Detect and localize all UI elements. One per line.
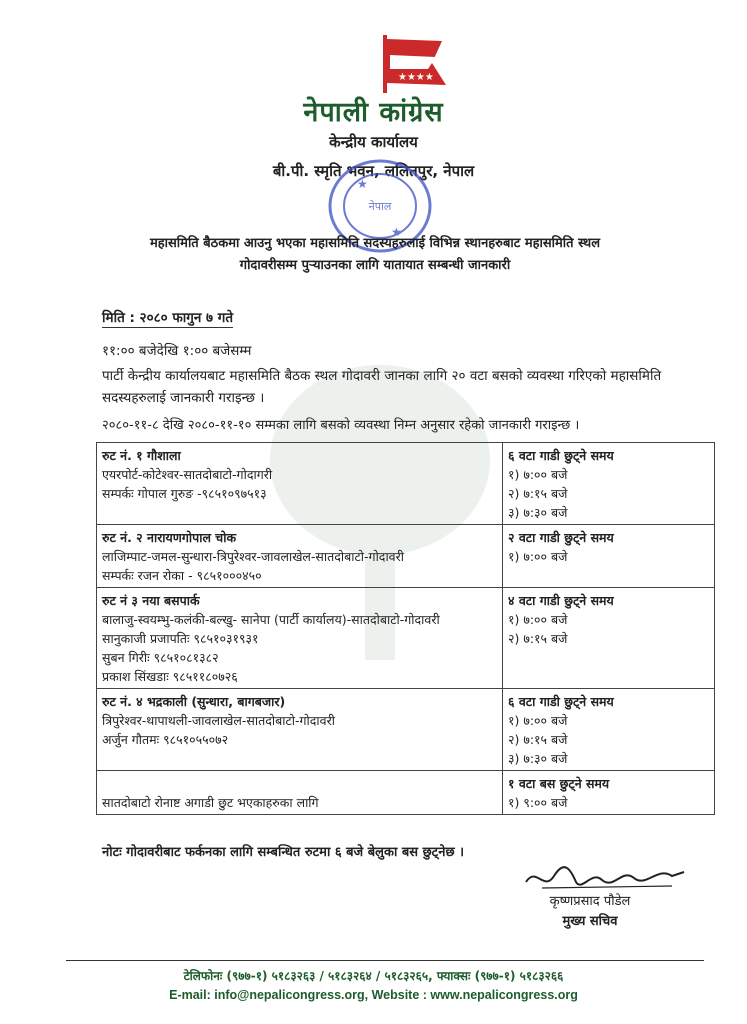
svg-text:★: ★ [357, 177, 368, 191]
route-line: सानुकाजी प्रजापतिः ९८५१०३१९३१ [102, 631, 259, 646]
route-line: सम्पर्कः गोपाल गुरुङ -९८५१०९७५१३ [102, 486, 267, 501]
schedule-paragraph: २०८०-११-८ देखि २०८०-११-१० सम्मका लागि बसको व्यवस्था निम्न अनुसार रहेको जानकारी गराइन्छ । [102, 418, 580, 433]
route-line: सुबन गिरीः ९८५१०८१३८२ [102, 650, 219, 665]
route-details [97, 525, 503, 588]
route-row [97, 588, 715, 689]
route-line [102, 774, 497, 793]
departure-heading: ४ वटा गाडी छुट्ने समय [508, 593, 614, 608]
footer-divider [66, 960, 704, 961]
footer-email-website: E-mail: info@nepalicongress.org, Website : www.nepalicongress.org [169, 988, 578, 1002]
office-name: केन्द्रीय कार्यालय [329, 133, 418, 151]
notice-date: मिति : २०८० फागुन ७ गते [102, 310, 234, 326]
departure-times [503, 443, 715, 525]
departure-time: १) ७:०० बजे [508, 612, 568, 627]
departure-times [503, 588, 715, 689]
party-flag-logo [380, 33, 450, 95]
departure-heading: ६ वटा गाडी छुट्ने समय [508, 694, 614, 709]
departure-times [503, 771, 715, 815]
departure-time: १) ७:०० बजे [508, 467, 568, 482]
departure-heading: ६ वटा गाडी छुट्ने समय [508, 448, 614, 463]
signer-title: मुख्य सचिव [562, 914, 618, 929]
departure-time: २) ७:१५ बजे [508, 732, 568, 747]
route-row [97, 689, 715, 771]
route-title: रुट नं ३ नया बसपार्क [102, 593, 200, 608]
departure-times [503, 689, 715, 771]
bus-routes-table [96, 442, 715, 815]
departure-time: १) ९:०० बजे [508, 795, 568, 810]
route-row [97, 771, 715, 815]
departure-time: १) ७:०० बजे [508, 549, 568, 564]
route-line: सातदोबाटो रोनाष्ट अगाडी छुट भएकाहरुका लागि [102, 795, 319, 810]
route-details [97, 443, 503, 525]
route-title: रुट नं. २ नारायणगोपाल चोक [102, 530, 237, 545]
departure-times [503, 525, 715, 588]
departure-time: ३) ७:३० बजे [508, 751, 568, 766]
departure-time: २) ७:१५ बजे [508, 486, 568, 501]
route-title: रुट नं. १ गौशाला [102, 448, 181, 463]
route-details [97, 771, 503, 815]
route-line: प्रकाश सिंखडाः ९८५११८०७२६ [102, 669, 238, 684]
route-title: रुट नं. ४ भद्रकाली (सुन्धारा, बागबजार) [102, 694, 286, 709]
heading-line-1: महासमिति बैठकमा आउनु भएका महासमिति सदस्यहरुलाई विभिन्न स्थानहरुबाट महासमिति स्थल [149, 236, 601, 251]
svg-text:★★★★: ★★★★ [398, 72, 434, 83]
heading-line-2: गोदावरीसम्म पुऱ्याउनका लागि यातायात सम्बन्धी जानकारी [239, 258, 511, 273]
departure-heading: २ वटा गाडी छुट्ने समय [508, 530, 614, 545]
departure-heading: १ वटा बस छुट्ने समय [508, 776, 610, 791]
route-row [97, 525, 715, 588]
svg-text:नेपाल: नेपाल [368, 200, 392, 213]
notice-heading [80, 233, 670, 277]
route-details [97, 588, 503, 689]
route-line: त्रिपुरेश्वर-थापाथली-जावलाखेल-सातदोबाटो-गोदावरी [102, 713, 335, 728]
return-note: नोटः गोदावरीबाट फर्कनका लागि सम्बन्धित रुटमा ६ बजे बेलुका बस छुट्नेछ । [102, 845, 465, 860]
departure-time: २) ७:१५ बजे [508, 631, 568, 646]
route-line: बालाजु-स्वयम्भु-कलंकी-बल्खु- सानेपा (पार्टी कार्यालय)-सातदोबाटो-गोदावरी [102, 612, 440, 627]
party-name: नेपाली कांग्रेस [303, 97, 444, 128]
office-address: बी.पी. स्मृति भवन, ललितपुर, नेपाल [272, 162, 475, 180]
footer-phone-fax: टेलिफोनः (९७७-१) ५१८३२६३ / ५१८३२६४ / ५१८३२६५, फ्याक्सः (९७७-१) ५१८३२६६ [183, 969, 564, 983]
svg-text:★: ★ [391, 225, 402, 239]
route-details [97, 689, 503, 771]
route-line: लाजिम्पाट-जमल-सुन्धारा-त्रिपुरेश्वर-जावलाखेल-सातदोबाटो-गोदावरी [102, 549, 404, 564]
route-line: सम्पर्कः रजन रोका - ९८५१०००४५० [102, 568, 262, 583]
intro-paragraph: पार्टी केन्द्रीय कार्यालयबाट महासमिति बैठक स्थल गोदावरी जानका लागि २० वटा बसको व्यवस्था गरिएको महासमिति सदस्यहरुलाई जानकारी गराइन्छ । [102, 368, 662, 406]
notice-time: ११:०० बजेदेखि १:०० बजेसम्म [102, 343, 252, 359]
route-row [97, 443, 715, 525]
route-line: अर्जुन गौतमः ९८५१०५५०७२ [102, 732, 229, 747]
signer-name: कृष्णप्रसाद पौडेल [549, 894, 631, 909]
departure-time: १) ७:०० बजे [508, 713, 568, 728]
route-line: एयरपोर्ट-कोटेश्वर-सातदोबाटो-गोदागरी [102, 467, 273, 482]
departure-time: ३) ७:३० बजे [508, 505, 568, 520]
